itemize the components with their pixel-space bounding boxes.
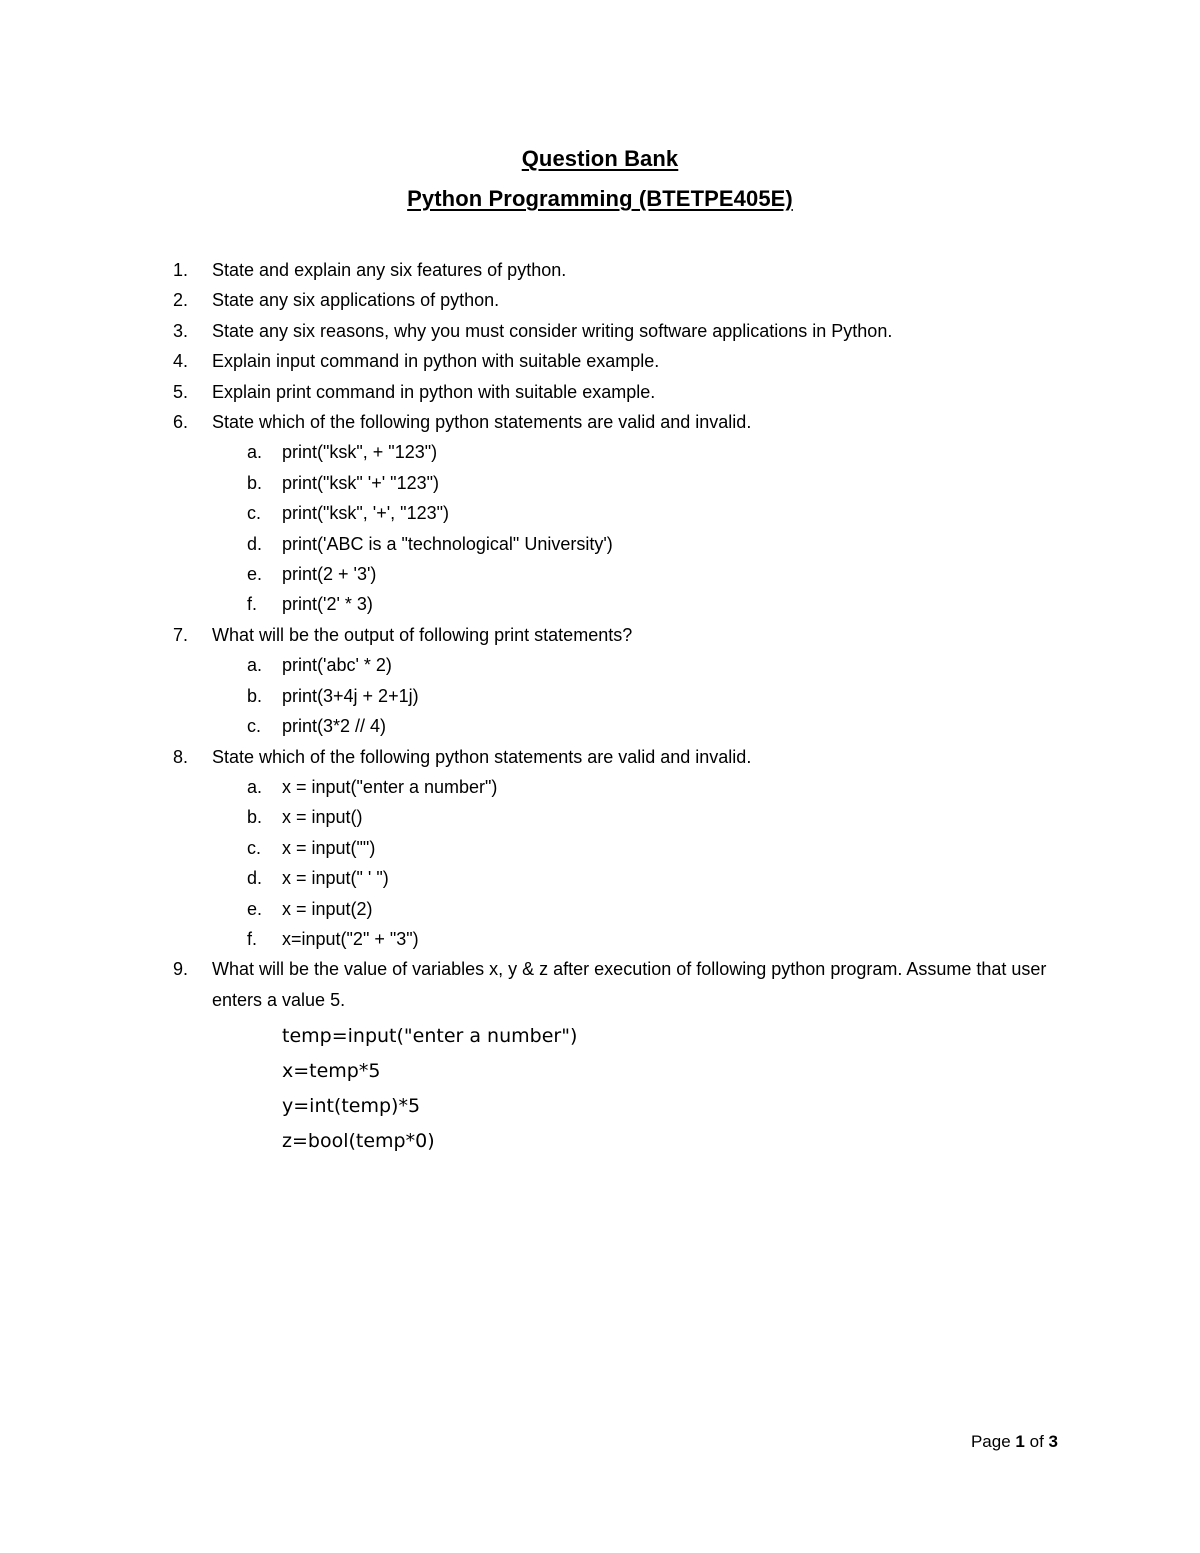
code-block [0, 1019, 1200, 1159]
sub-question-text: x=input("2" + "3") [282, 928, 419, 949]
question-number: 3. [173, 320, 189, 341]
sub-question-item [0, 863, 1200, 893]
sub-question-letter: f. [247, 928, 258, 949]
question-text: Explain input command in python with suitable example. [212, 351, 660, 372]
question-number: 2. [173, 290, 189, 311]
question-text: State any six applications of python. [212, 290, 500, 311]
sub-question-text: print(3+4j + 2+1j) [282, 685, 419, 706]
sub-question-item [0, 468, 1200, 498]
sub-question-item [0, 529, 1200, 559]
sub-question-letter: c. [247, 716, 262, 737]
sub-question-text: print("ksk", + "123") [282, 442, 438, 463]
question-item [0, 620, 1200, 742]
sub-question-text: print("ksk" '+' "123") [282, 472, 439, 493]
question-item [0, 377, 1200, 407]
code-line: x=temp*5 [282, 1060, 381, 1083]
question-item [0, 407, 1200, 620]
question-text: Explain print command in python with suitable example. [212, 381, 656, 402]
sub-question-item [0, 772, 1200, 802]
sub-question-item [0, 498, 1200, 528]
sub-question-text: x = input(2) [282, 898, 373, 919]
sub-question-item [0, 924, 1200, 954]
sub-question-text: print('ABC is a "technological" University') [282, 533, 613, 554]
question-number: 5. [173, 381, 189, 402]
sub-question-item [0, 681, 1200, 711]
page-title: Question Bank [521, 146, 679, 171]
sub-question-letter: c. [247, 837, 262, 858]
sub-question-item [0, 437, 1200, 467]
code-line: z=bool(temp*0) [282, 1130, 435, 1153]
question-item [0, 346, 1200, 376]
sub-question-text: print(2 + '3') [282, 564, 377, 585]
sub-question-letter: c. [247, 503, 262, 524]
sub-question-item [0, 650, 1200, 680]
page-label: Page [970, 1432, 1011, 1451]
sub-question-letter: b. [247, 472, 263, 493]
question-item [0, 316, 1200, 346]
sub-question-letter: a. [247, 442, 263, 463]
question-text: What will be the value of variables x, y & z after execution of following python program. Assume that user enters a value 5. [212, 959, 1047, 1010]
sub-question-item [0, 589, 1200, 619]
sub-question-text: print('abc' * 2) [282, 655, 392, 676]
sub-question-list [0, 772, 1200, 954]
question-list [0, 255, 1200, 1159]
sub-question-letter: b. [247, 807, 263, 828]
page-current: 1 [1015, 1432, 1025, 1451]
sub-question-text: print("ksk", '+', "123") [282, 503, 449, 524]
sub-question-letter: b. [247, 685, 263, 706]
question-item [0, 255, 1200, 285]
question-number: 1. [173, 260, 189, 280]
sub-question-letter: a. [247, 655, 263, 676]
question-text: State which of the following python statements are valid and invalid. [212, 412, 752, 433]
question-text: State and explain any six features of python. [212, 260, 567, 280]
sub-question-letter: f. [247, 594, 258, 615]
sub-question-letter: e. [247, 898, 263, 919]
question-text: What will be the output of following print statements? [212, 624, 633, 645]
question-number: 9. [173, 959, 189, 980]
sub-question-text: print('2' * 3) [282, 594, 373, 615]
sub-question-text: x = input("enter a number") [282, 776, 498, 797]
code-line: y=int(temp)*5 [282, 1095, 421, 1118]
question-number: 8. [173, 746, 189, 767]
sub-question-item [0, 894, 1200, 924]
question-text: State any six reasons, why you must consider writing software applications in Python. [212, 320, 893, 341]
code-line: temp=input("enter a number") [282, 1025, 578, 1048]
sub-question-text: x = input(" ' ") [282, 868, 389, 889]
question-item [0, 742, 1200, 955]
page-of-label: of [1029, 1432, 1044, 1451]
sub-question-text: x = input("") [282, 837, 376, 858]
sub-question-text: print(3*2 // 4) [282, 716, 387, 737]
question-item [0, 954, 1200, 1159]
page-subtitle: Python Programming (BTETPE405E) [407, 186, 793, 211]
sub-question-item [0, 559, 1200, 589]
sub-question-list [0, 650, 1200, 741]
sub-question-item [0, 711, 1200, 741]
page-footer [971, 1432, 1058, 1452]
sub-question-list [0, 437, 1200, 619]
question-number: 7. [173, 624, 189, 645]
sub-question-letter: d. [247, 868, 263, 889]
sub-question-letter: e. [247, 564, 263, 585]
sub-question-item [0, 833, 1200, 863]
question-text: State which of the following python statements are valid and invalid. [212, 746, 752, 767]
sub-question-letter: d. [247, 533, 263, 554]
page-total: 3 [1048, 1432, 1058, 1451]
question-item [0, 285, 1200, 315]
sub-question-letter: a. [247, 776, 263, 797]
sub-question-item [0, 802, 1200, 832]
question-number: 6. [173, 412, 189, 433]
question-number: 4. [173, 351, 189, 372]
sub-question-text: x = input() [282, 807, 363, 828]
